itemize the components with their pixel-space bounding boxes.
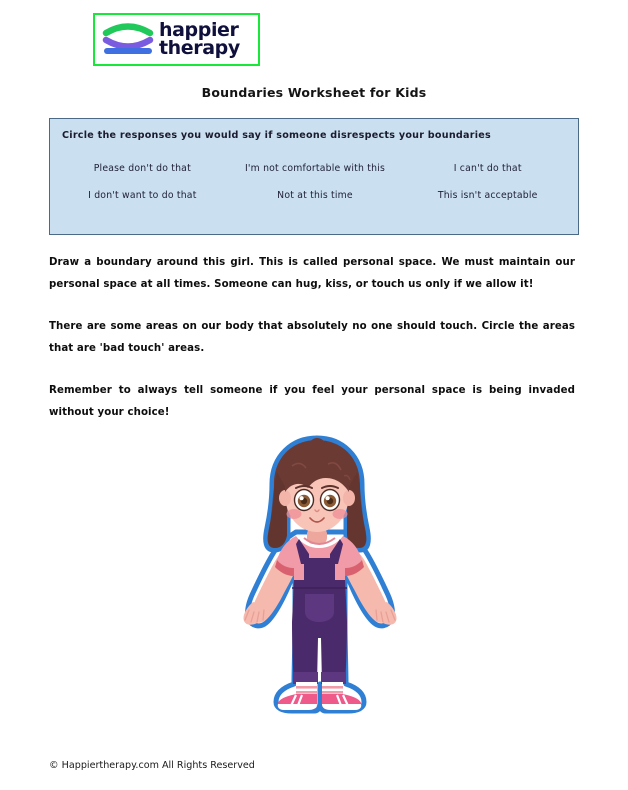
response-option[interactable]: Please don't do that <box>93 163 191 174</box>
instructions-block <box>49 252 575 424</box>
brand-name <box>159 19 240 59</box>
brand-logo <box>93 13 260 66</box>
page-title: Boundaries Worksheet for Kids <box>201 85 427 100</box>
response-option[interactable]: This isn't acceptable <box>437 190 538 201</box>
response-option[interactable]: Not at this time <box>277 190 353 201</box>
instruction-paragraph: Remember to always tell someone if you feel your personal space is being invaded without your choice! <box>49 385 575 418</box>
cheek-left <box>287 509 302 519</box>
cheek-right <box>333 509 348 519</box>
eye-left <box>295 490 314 511</box>
response-options-row <box>56 190 574 201</box>
girl-figure <box>243 438 396 711</box>
brand-name-line2: therapy <box>159 36 240 59</box>
girl-illustration <box>222 432 412 724</box>
response-options-row <box>56 163 574 174</box>
ear-right <box>343 490 355 506</box>
activity-heading: Circle the responses you would say if someone disrespects your boundaries <box>62 130 492 141</box>
instruction-paragraph: Draw a boundary around this girl. This is called personal space. We must maintain our personal space at all times. Someone can hug, kiss, or touch us only if we allow it! <box>49 257 575 290</box>
response-option[interactable]: I'm not comfortable with this <box>244 163 386 174</box>
shoe-left <box>278 694 317 710</box>
overall-pocket <box>305 594 334 622</box>
shoe-right <box>322 694 361 710</box>
response-option[interactable]: I can't do that <box>453 163 522 174</box>
brand-name-line1: happier <box>159 19 239 42</box>
copyright-footer: © Happiertherapy.com All Rights Reserved <box>49 760 255 771</box>
instruction-paragraph: There are some areas on our body that absolutely no one should touch. Circle the areas that are 'bad touch' areas. <box>49 321 575 354</box>
response-option[interactable]: I don't want to do that <box>88 190 197 201</box>
ear-left <box>279 490 291 506</box>
overall-bib <box>304 558 335 582</box>
activity-box <box>49 118 579 235</box>
three-wave-lines-icon <box>102 20 154 60</box>
eye-right <box>321 490 340 511</box>
response-options-grid <box>56 163 574 217</box>
